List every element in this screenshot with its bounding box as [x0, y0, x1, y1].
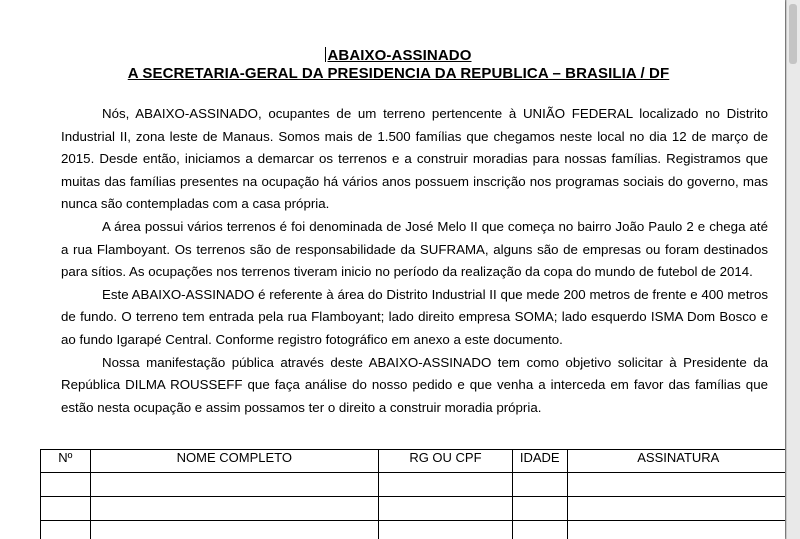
paragraph-2: A área possui vários terrenos é foi denominada de José Melo II que começa no bairro João Paulo 2 e chega até a rua Flamboyant. Os terrenos são de responsabilidade da SUFRAMA, alguns são de empresas ou foram destinados para sítios. As ocupações nos terrenos tiveram inicio no período da realização da copa do mundo de futebol de 2014. — [61, 218, 768, 280]
document-body — [61, 103, 768, 419]
table-cell[interactable] — [90, 521, 378, 539]
table-cell[interactable] — [41, 473, 91, 497]
table-row — [41, 521, 786, 539]
table-cell[interactable] — [90, 473, 378, 497]
document-title — [6, 47, 785, 64]
table-cell[interactable] — [567, 521, 785, 539]
scrollbar-thumb[interactable] — [789, 4, 797, 64]
header-rg-cpf: RG OU CPF — [379, 450, 513, 473]
paragraph-1: Nós, ABAIXO-ASSINADO, ocupantes de um terreno pertencente à UNIÃO FEDERAL localizado no Distrito Industrial II, zona leste de Manaus. Somos mais de 1.500 famílias que chegamos neste local no dia 12 de março de 2015. Desde então, iniciamos a demarcar os terrenos e a construir moradias para nossas famílias. Registramos que muitas das famílias presentes na ocupação há vários anos possuem inscrição nos programas sociais do governo, mas nunca são contempladas com a casa própria. — [61, 106, 768, 212]
table-cell[interactable] — [379, 497, 513, 521]
table-header-row — [41, 450, 786, 473]
table-cell[interactable] — [567, 497, 785, 521]
table-cell[interactable] — [512, 473, 567, 497]
table-row — [41, 473, 786, 497]
table-cell[interactable] — [41, 497, 91, 521]
header-full-name: NOME COMPLETO — [90, 450, 378, 473]
header-signature: ASSINATURA — [567, 450, 785, 473]
table-cell[interactable] — [379, 473, 513, 497]
header-number: Nº — [41, 450, 91, 473]
header-age: IDADE — [512, 450, 567, 473]
table-cell[interactable] — [512, 497, 567, 521]
signature-table — [40, 449, 785, 539]
table-cell[interactable] — [567, 473, 785, 497]
table-cell[interactable] — [90, 497, 378, 521]
table-cell[interactable] — [512, 521, 567, 539]
document-subtitle: A SECRETARIA-GERAL DA PRESIDENCIA DA REPUBLICA – BRASILIA / DF — [127, 65, 670, 82]
table-cell[interactable] — [41, 521, 91, 539]
document-title-text: ABAIXO-ASSINADO — [327, 47, 472, 64]
paragraph-3: Este ABAIXO-ASSINADO é referente à área do Distrito Industrial II que mede 200 metros de frente e 400 metros de fundo. O terreno tem entrada pela rua Flamboyant; lado direito empresa SOMA; lado esquerdo ISMA Dom Bosco e ao fundo Igarapé Central. Conforme registro fotográfico em anexo a este documento. — [61, 286, 768, 347]
table-cell[interactable] — [379, 521, 513, 539]
paragraph-4: Nossa manifestação pública através deste ABAIXO-ASSINADO tem como objetivo solicitar à Presidente da República DILMA ROUSSEFF que faça análise do nosso pedido e que venha a interceda em favor das famílias que estão nesta ocupação e assim possamos ter o direito a construir moradia própria. — [61, 354, 768, 415]
table-row — [41, 497, 786, 521]
vertical-scrollbar[interactable] — [786, 0, 800, 539]
